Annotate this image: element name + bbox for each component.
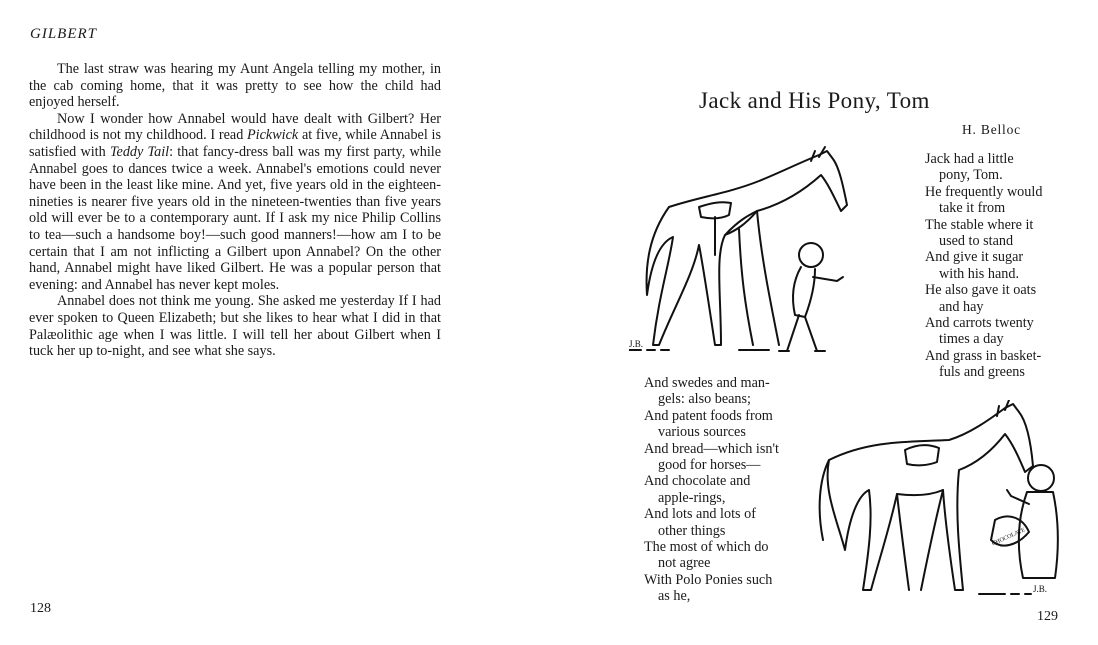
verse-line: used to stand <box>939 233 1014 250</box>
verse-line: And patent foods from <box>644 407 773 424</box>
verse-line: various sources <box>658 424 746 441</box>
verse-line: Jack had a little <box>925 151 1014 167</box>
artist-monogram: J.B. <box>1033 584 1048 594</box>
stanza-two <box>644 375 779 605</box>
verse-line: as he, <box>658 588 691 605</box>
prose-body <box>29 61 441 360</box>
verse-line: And swedes and man- <box>644 375 770 391</box>
verse-line: With Polo Ponies such <box>644 571 773 588</box>
stanza-one <box>925 151 1042 381</box>
verse-line: take it from <box>939 200 1006 217</box>
page-number: 128 <box>30 601 51 616</box>
verse-line: fuls and greens <box>939 364 1025 381</box>
poem-author: H. Belloc <box>962 122 1021 137</box>
illustration-boy-feeding-pony <box>809 400 1069 600</box>
verse-line: The most of which do <box>644 539 769 556</box>
verse-line: not agree <box>658 555 711 572</box>
boy-body <box>793 267 815 317</box>
boy-head <box>799 243 823 267</box>
boy-body <box>1019 492 1058 578</box>
paragraph: Now I wonder how Annabel would have dealt with Gilbert? Her childhood is not my childhood. I read Pickwick at five, while Annabel is satisfied with Teddy Tail: that fancy-dress ball was my first party, while Annabel goes to dances twice a week. Annabel's emotions could never have been in the least like mine. And yet, five years old in the eighteen-nineties is nearer five years old in the nineteen-twenties than five years old will ever be to a contemporary aunt. If I ask my nice Philip Collins to tea—such a handsome boy!—such good manners!—how am I to be certain that I am not inflicting a Gilbert upon Annabel? On the other hand, Annabel might have liked Gilbert. He was a popular person that evening: and Annabel has never kept moles. <box>29 110 441 293</box>
verse-line: And lots and lots of <box>644 506 756 523</box>
chocolate-bag-label: CHOCOLATE <box>991 527 1027 548</box>
verse-line: And grass in basket- <box>925 347 1042 364</box>
verse-line: gels: also beans; <box>658 391 751 408</box>
artist-monogram: J.B. <box>629 339 644 349</box>
paragraph: The last straw was hearing my Aunt Angela telling my mother, in the cab coming home, that it was pretty to see how the child had enjoyed herself. <box>29 61 441 111</box>
paragraph: Annabel does not think me young. She asked me yesterday If I had ever spoken to Queen Elizabeth; but she likes to hear what I did in that Palæolithic age when I was little. I will tell her about Gilbert when I tuck her up to-night, and see what she says. <box>29 293 441 360</box>
verse-line: and hay <box>939 298 984 315</box>
verse-line: apple-rings, <box>658 489 726 506</box>
boy-head <box>1028 465 1054 491</box>
right-page <box>549 0 1098 645</box>
running-head: GILBERT <box>30 26 97 42</box>
verse-line: And carrots twenty <box>925 315 1034 332</box>
pony-outline <box>828 404 1033 590</box>
book-title: Pickwick <box>247 127 299 144</box>
verse-line: good for horses— <box>658 457 761 474</box>
verse-line: And give it sugar <box>925 249 1024 266</box>
poem-title: Jack and His Pony, Tom <box>699 88 930 113</box>
illustration-boy-and-pony <box>629 145 869 365</box>
verse-line: times a day <box>939 331 1004 348</box>
verse-line: He also gave it oats <box>925 282 1037 299</box>
verse-line: And bread—which isn't <box>644 440 779 457</box>
verse-line: other things <box>658 522 726 539</box>
verse-line: pony, Tom. <box>939 167 1003 184</box>
verse-line: with his hand. <box>939 265 1019 282</box>
book-title: Teddy Tail <box>109 143 170 160</box>
verse-line: The stable where it <box>925 216 1034 233</box>
page-number: 129 <box>1037 609 1058 624</box>
verse-line: And chocolate and <box>644 473 751 490</box>
verse-line: He frequently would <box>925 183 1043 200</box>
